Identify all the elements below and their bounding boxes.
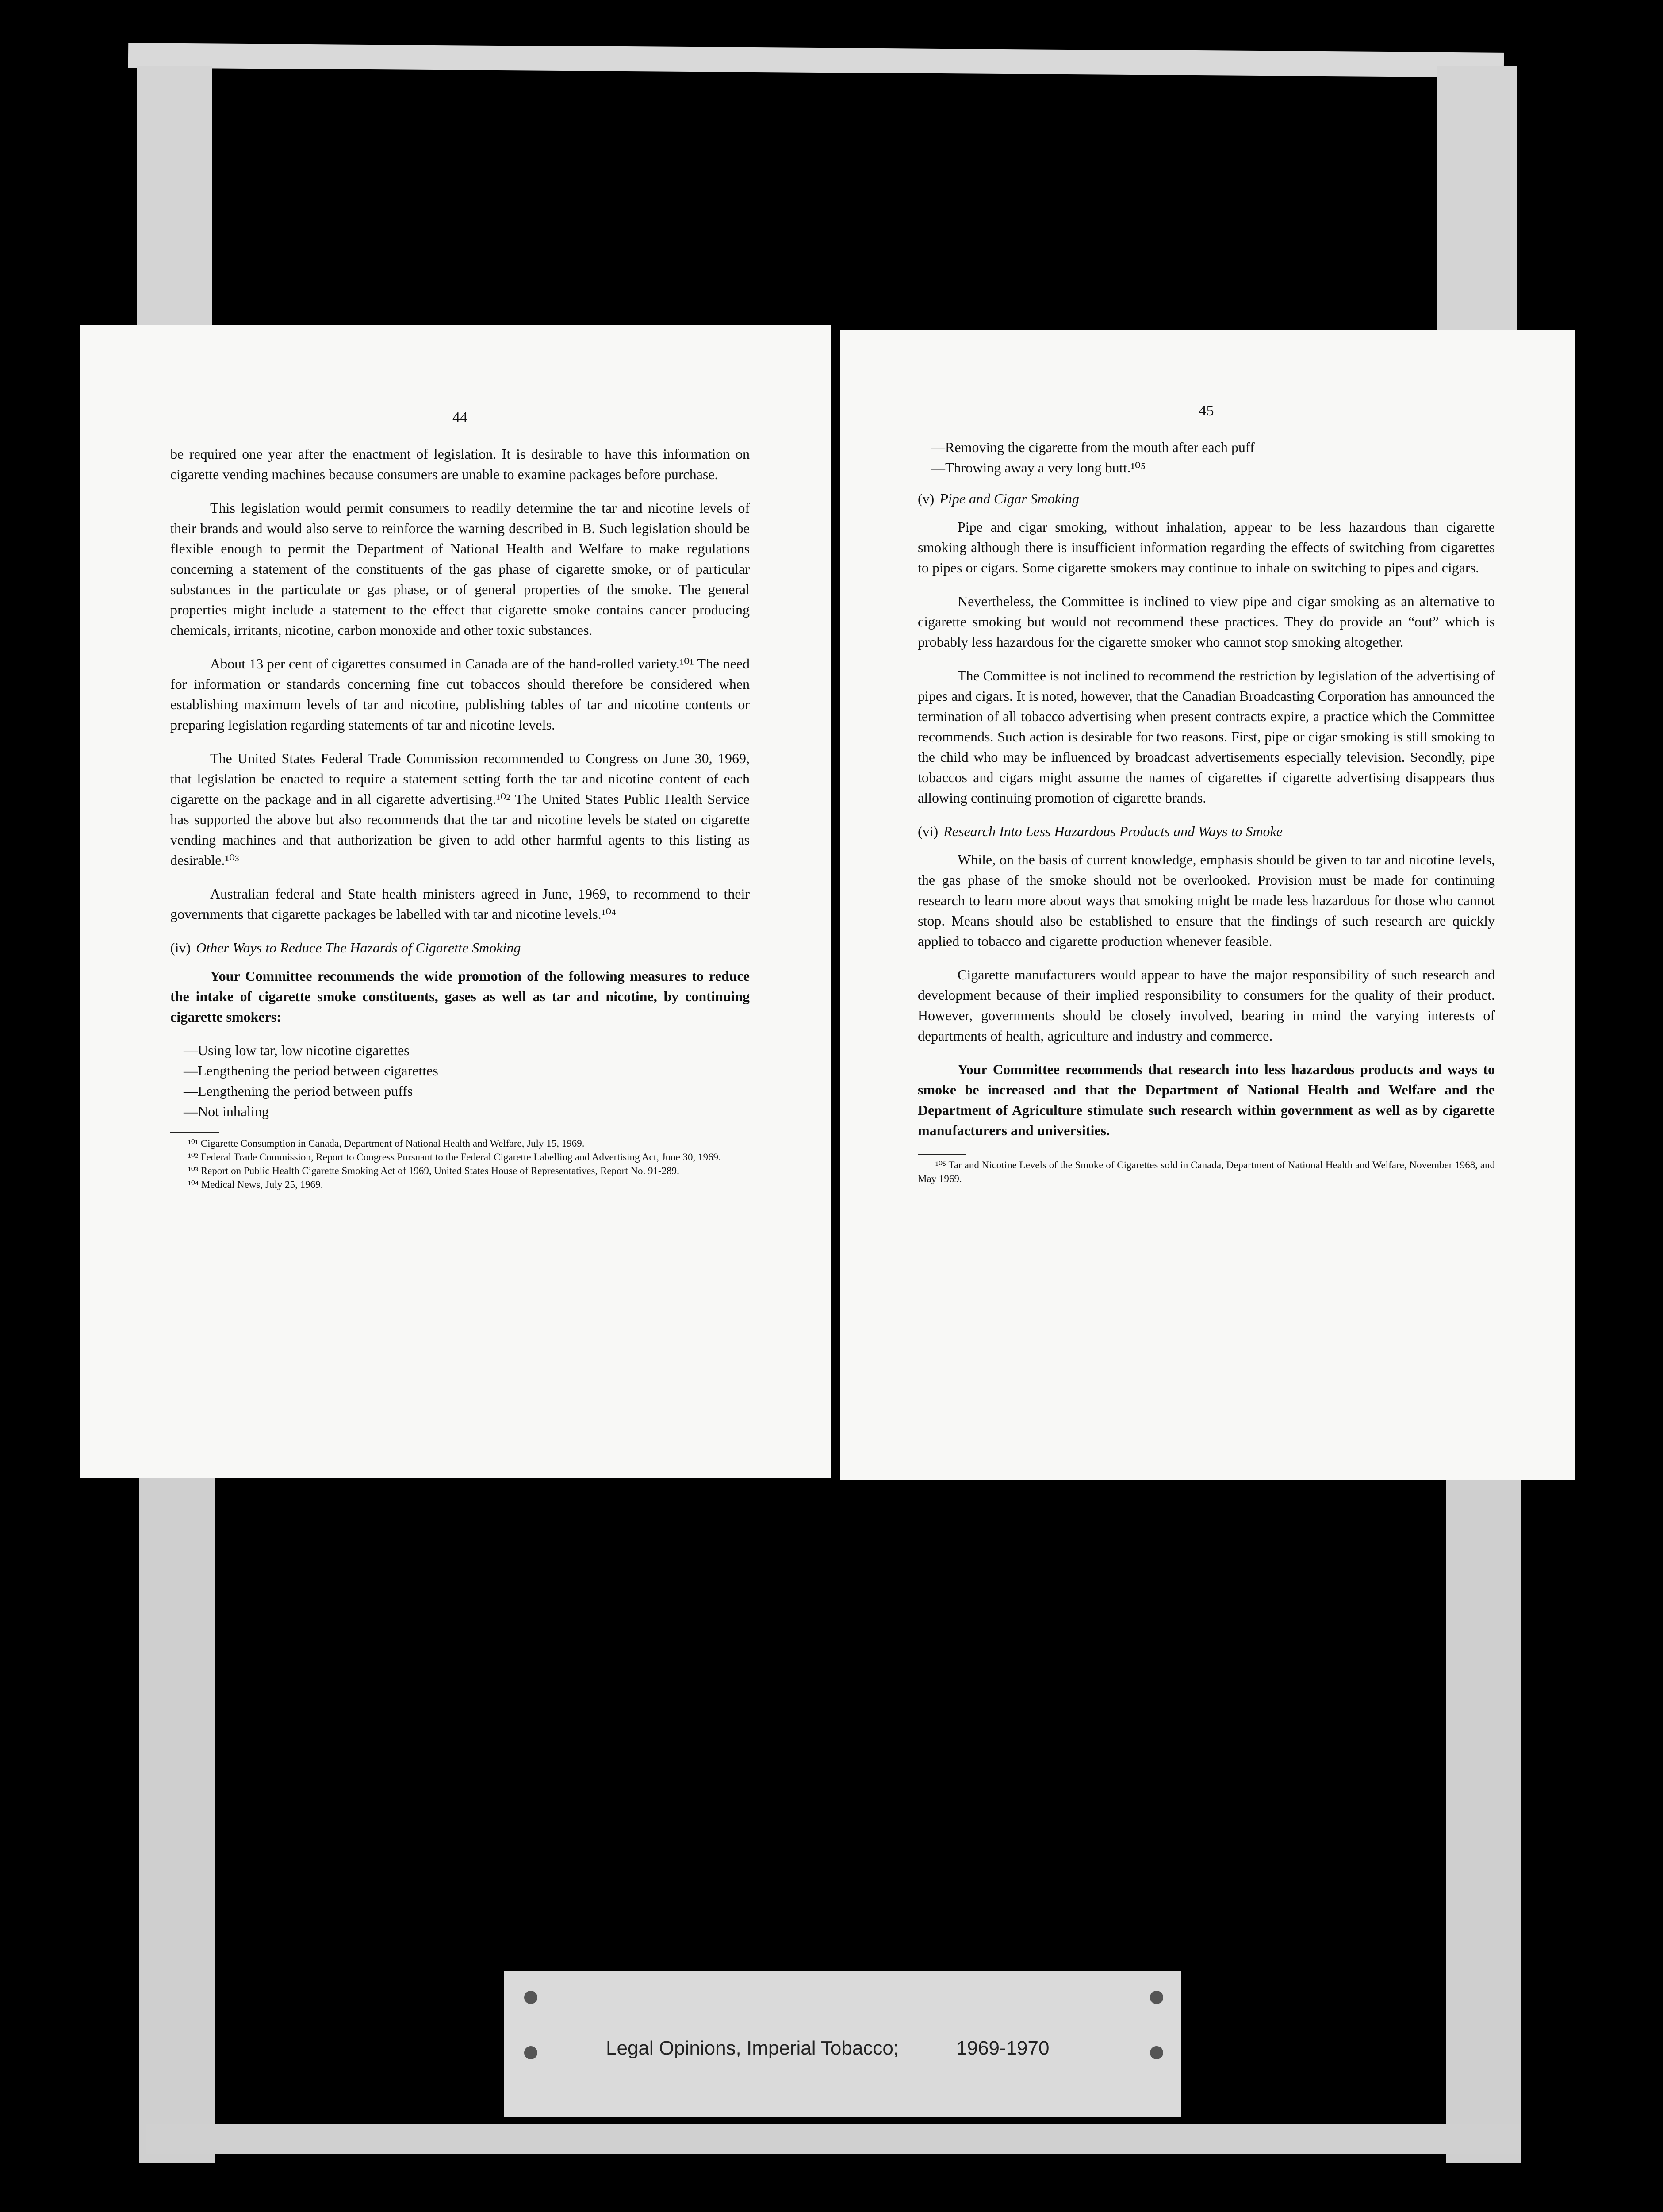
footnote: ¹⁰⁵ Tar and Nicotine Levels of the Smoke of Cigarettes sold in Canada, Department of National Health and Welfare, November 1968, and May 1969.: [918, 1160, 1495, 1184]
section-heading: [170, 937, 750, 958]
section-heading: [918, 488, 1495, 509]
punch-hole: [524, 1991, 537, 2004]
measures-list: [170, 1040, 750, 1121]
folder-label: [504, 1971, 1181, 2117]
recommendation: Your Committee recommends the wide promotion of the following measures to reduce the intake of cigarette smoke constituents, gases as well as tar and nicotine, by continuing cigarette smokers:: [170, 968, 750, 1025]
list-item: —Lengthening the period between cigarettes: [184, 1063, 438, 1079]
list-item: —Lengthening the period between puffs: [184, 1083, 413, 1099]
punch-hole: [1150, 1991, 1163, 2004]
footnote: ¹⁰³ Report on Public Health Cigarette Smoking Act of 1969, United States House of Representatives, Report No. 91-289.: [188, 1165, 679, 1176]
recommendation: Your Committee recommends that research into less hazardous products and ways to smoke be increased and that the Department of National Health and Welfare and the Department of Agriculture stimulate such research within government as well as by cigarette manufacturers and universities.: [918, 1061, 1495, 1138]
frame-right-post-lower: [1446, 1473, 1521, 2163]
list-item: —Not inhaling: [184, 1103, 269, 1119]
paragraph: This legislation would permit consumers to readily determine the tar and nicotine levels of their brands and would also serve to reinforce the warning described in B. Such legislation should be flexible enough to permit the Department of National Health and Welfare to make regulations concerning a statement of the constituents of the gas phase of cigarette smoke, or of particular substances in the particulate or gas phase, or of general properties of the smoke. The general properties might include a statement to the effect that cigarette smoke contains cancer producing chemicals, irritants, nicotine, carbon monoxide and other toxic substances.: [170, 500, 750, 638]
section-title: Research Into Less Hazardous Products and Ways to Smoke: [943, 823, 1283, 839]
paragraph: While, on the basis of current knowledge, emphasis should be given to tar and nicotine levels, the gas phase of the smoke should not be overlooked. Provision must be made for continuing research to learn more about ways that smoking might be made less hazardous for those who cannot stop. Means should also be established to ensure that the findings of such research are quickly applied to tobacco and cigarette production whenever feasible.: [918, 852, 1495, 949]
footnote: ¹⁰¹ Cigarette Consumption in Canada, Department of National Health and Welfare, July 15, 1969.: [188, 1138, 585, 1149]
label-title: Legal Opinions, Imperial Tobacco;: [606, 2037, 899, 2059]
punch-hole: [524, 2046, 537, 2059]
footnote: ¹⁰² Federal Trade Commission, Report to Congress Pursuant to the Federal Cigarette Labelling and Advertising Act, June 30, 1969.: [188, 1152, 721, 1163]
paragraph: About 13 per cent of cigarettes consumed in Canada are of the hand-rolled variety.¹⁰¹ The need for information or standards concerning fine cut tobaccos should therefore be considered when establishing maximum levels of tar and nicotine, publishing tables of tar and nicotine contents or preparing legislation regarding statements of tar and nicotine levels.: [170, 656, 750, 733]
paragraph: Nevertheless, the Committee is inclined to view pipe and cigar smoking as an alternative to cigarette smoking but would not recommend these practices. They do provide an “out” which is probably less hazardous for the cigarette smoker who cannot stop smoking altogether.: [918, 593, 1495, 650]
page-number: 44: [452, 409, 467, 426]
section-title: Pipe and Cigar Smoking: [939, 491, 1079, 507]
paragraph: be required one year after the enactment of legislation. It is desirable to have this information on cigarette vending machines because consumers are unable to examine packages before purchase.: [170, 446, 750, 482]
footnote: ¹⁰⁴ Medical News, July 25, 1969.: [188, 1179, 323, 1190]
footnote-divider: [170, 1132, 219, 1133]
paragraph: Australian federal and State health ministers agreed in June, 1969, to recommend to their governments that cigarette packages be labelled with tar and nicotine levels.¹⁰⁴: [170, 886, 750, 922]
label-years: 1969-1970: [956, 2037, 1050, 2059]
measures-list-continued: [918, 437, 1495, 478]
paragraph: The Committee is not inclined to recommend the restriction by legislation of the advertising of pipes and cigars. It is noted, however, that the Canadian Broadcasting Corporation has announced the termination of all tobacco advertising when present contracts expire, a practice which the Committee recommends. Such action is desirable for two reasons. First, pipe or cigar smoking is still smoking to the child who may be influenced by broadcast advertisements especially television. Secondly, pipe tobaccos and cigars might assume the names of cigarettes if cigarette advertising disappears thus allowing continuing promotion of cigarette brands.: [918, 668, 1495, 806]
left-page: [80, 325, 832, 1478]
frame-top-bar: [128, 43, 1504, 77]
paragraph: The United States Federal Trade Commission recommended to Congress on June 30, 1969, that legislation be enacted to require a statement setting forth the tar and nicotine content of each cigarette on the package and in all cigarette advertising.¹⁰² The United States Public Health Service has supported the above but also recommends that the tar and nicotine levels be stated on cigarette vending machines and that authorization be given to add other harmful agents to this listing as desirable.¹⁰³: [170, 750, 750, 868]
section-title: Other Ways to Reduce The Hazards of Cigarette Smoking: [196, 940, 521, 956]
list-item: —Removing the cigarette from the mouth after each puff: [931, 439, 1255, 455]
section-number: (v): [918, 491, 935, 507]
frame-left-post: [137, 66, 212, 332]
label-text: [606, 2037, 1181, 2059]
paragraph: Pipe and cigar smoking, without inhalation, appear to be less hazardous than cigarette smoking although there is insufficient information regarding the effects of switching from cigarettes to pipes or cigars. Some cigarette smokers may continue to inhale on switching to pipes and cigars.: [918, 519, 1495, 576]
frame-bottom-bar: [146, 2124, 1521, 2154]
frame-right-post: [1437, 66, 1517, 332]
paragraph: Cigarette manufacturers would appear to have the major responsibility of such research and development because of their implied responsibility to consumers for the quality of their product. However, governments should be closely involved, bearing in mind the varying interests of departments of health, agriculture and industry and commerce.: [918, 967, 1495, 1044]
list-item: —Using low tar, low nicotine cigarettes: [184, 1042, 410, 1058]
list-item: —Throwing away a very long butt.¹⁰⁵: [931, 460, 1146, 476]
frame-left-post-lower: [139, 1473, 215, 2163]
section-number: (iv): [170, 940, 191, 956]
section-number: (vi): [918, 823, 939, 839]
right-page: [840, 330, 1575, 1480]
footnote-divider: [918, 1154, 966, 1155]
page-number: 45: [1199, 403, 1214, 419]
section-heading: [918, 821, 1495, 841]
punch-hole: [1150, 2046, 1163, 2059]
